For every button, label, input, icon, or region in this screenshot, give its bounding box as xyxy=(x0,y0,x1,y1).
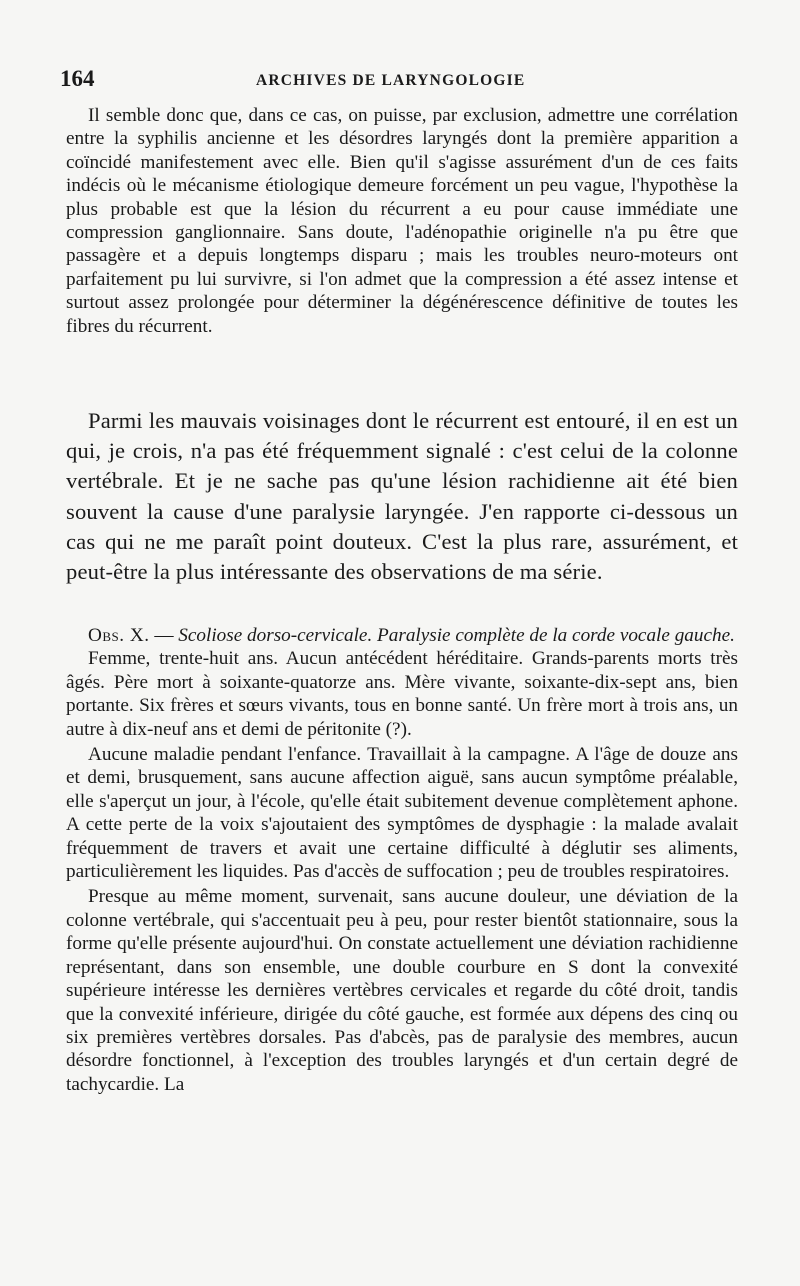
body-paragraph-1 xyxy=(66,104,738,338)
observation-label: Obs. X. xyxy=(88,625,150,646)
body-paragraph-2 xyxy=(66,406,738,587)
observation-dash: — xyxy=(149,625,179,646)
observation-body xyxy=(66,647,738,1096)
page-number: 164 xyxy=(60,66,95,91)
paragraph-text: Il semble donc que, dans ce cas, on puisse, par exclusion, admettre une corrélation entre la syphilis ancienne et les désordres laryngés dont la première apparition a coïncidé manifestement avec elle. Bien qu'il s'agisse assurément d'un de ces faits indécis où le mécanisme étiologique demeure forcément un peu vague, l'hypothèse la plus probable est que la lésion du récurrent a eu pour cause immédiate une compression ganglionnaire. Sans doute, l'adénopathie originelle n'a pu être que passagère et a depuis longtemps disparu ; mais les troubles neuro-moteurs ont parfaitement pu lui survivre, si l'on admet que la compression a été assez intense et surtout assez prolongée pour déterminer la dégénérescence définitive de toutes les fibres du récurrent. xyxy=(66,105,738,337)
page-header xyxy=(60,66,738,96)
running-head: ARCHIVES DE LARYNGOLOGIE xyxy=(256,72,526,89)
observation-paragraph: Presque au même moment, survenait, sans aucune douleur, une déviation de la colonne vertébrale, qui s'accentuait peu à peu, pour rester bientôt stationnaire, sous la forme qu'elle présente aujourd'hui. On constate actuellement une déviation rachidienne représentant, dans son ensemble, une double courbure en S dont la convexité supérieure intéresse les dernières vertèbres cervicales et regarde du côté droit, tandis que la convexité inférieure, dirigée du côté gauche, est formée aux dépens des cinq ou six premières vertèbres dorsales. Pas d'abcès, pas de paralysie des membres, aucun désordre fonctionnel, à l'exception des troubles laryngés et d'un certain degré de tachycardie. La xyxy=(66,886,738,1095)
paragraph-text: Parmi les mauvais voisinages dont le récurrent est entouré, il en est un qui, je crois, n'a pas été fréquemment signalé : c'est celui de la colonne vertébrale. Et je ne sache pas qu'une lésion rachidienne ait été bien souvent la cause d'une paralysie laryngée. J'en rapporte ci-dessous un cas qui ne me paraît point douteux. C'est la plus rare, assurément, et peut-être la plus intéressante des observations de ma série. xyxy=(66,408,738,585)
observation-paragraph: Femme, trente-huit ans. Aucun antécédent héréditaire. Grands-parents morts très âgés. Père mort à soixante-quatorze ans. Mère vivante, soixante-dix-sept ans, bien portante. Six frères et sœurs vivants, tous en bonne santé. Un frère mort à trois ans, un autre à dix-neuf ans et demi de péritonite (?). xyxy=(66,648,738,740)
observation-section xyxy=(66,624,738,1096)
observation-paragraph: Aucune maladie pendant l'enfance. Travaillait à la campagne. A l'âge de douze ans et demi, brusquement, sans aucune affection aiguë, sans aucun symptôme préalable, elle s'aperçut un jour, à l'école, qu'elle était subitement devenue complètement aphone. A cette perte de la voix s'ajoutaient des symptômes de dysphagie : la malade avalait fréquemment de travers et avait une certaine difficulté à déglutir ses aliments, particulièrement les liquides. Pas d'accès de suffocation ; peu de troubles respiratoires. xyxy=(66,744,738,883)
observation-heading xyxy=(66,624,738,647)
observation-title: Scoliose dorso-cervicale. Paralysie complète de la corde vocale gauche. xyxy=(178,625,735,646)
